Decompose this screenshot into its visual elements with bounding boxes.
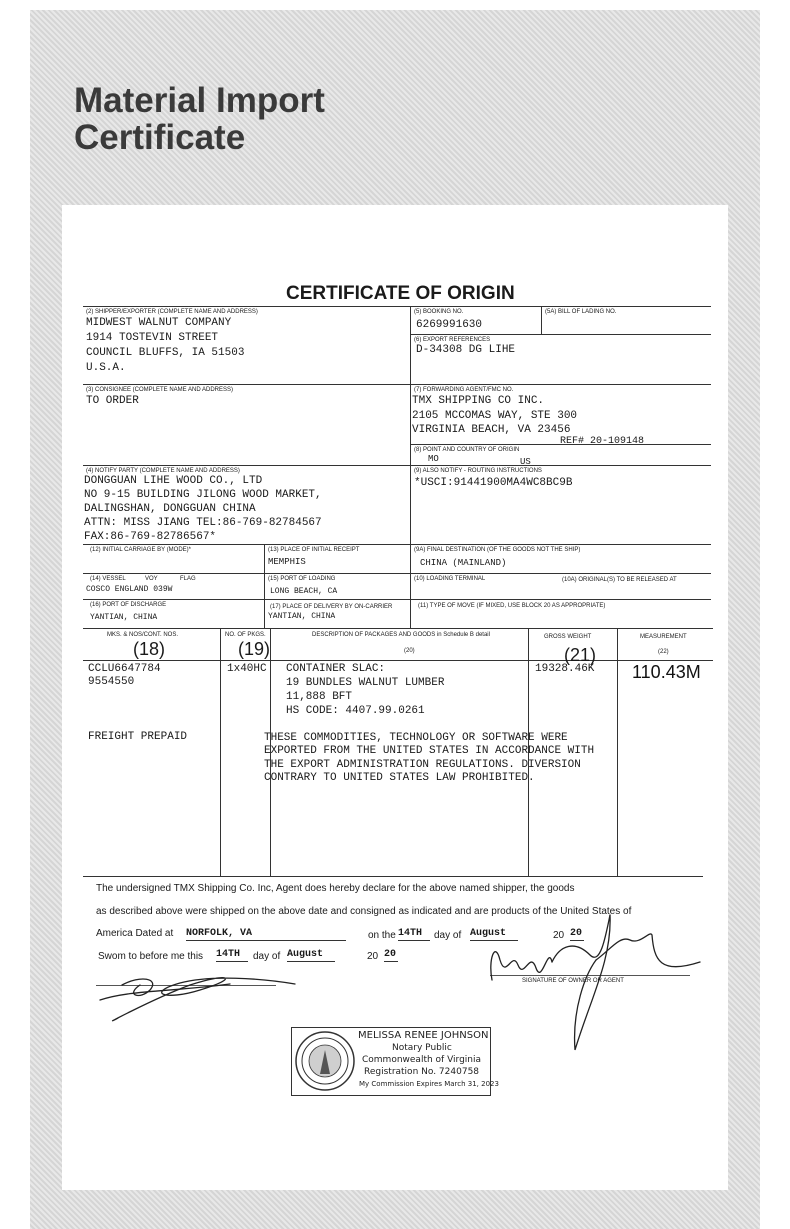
declaration-line-2: as described above were shipped on the above date and consigned as indicated and are products of the United States of	[96, 906, 632, 917]
shipper-line-4: U.S.A.	[86, 362, 126, 374]
measure-header: MEASUREMENT	[640, 634, 687, 640]
year-prefix-1: 20	[553, 930, 565, 941]
desc-line-1: CONTAINER SLAC:	[286, 663, 386, 675]
day-of-label-2: day of	[253, 951, 281, 962]
shipper-line-2: 1914 TOSTEVIN STREET	[86, 332, 219, 344]
notify-line-1: DONGGUAN LIHE WOOD CO., LTD	[84, 475, 263, 487]
clause-line-4: CONTRARY TO UNITED STATES LAW PROHIBITED.	[264, 772, 535, 784]
desc-line-3: 11,888 BFT	[286, 691, 353, 703]
freight-terms: FREIGHT PREPAID	[88, 731, 188, 743]
clause-line-1: THESE COMMODITIES, TECHNOLOGY OR SOFTWARE WERE	[264, 732, 568, 744]
virginia-seal-icon	[294, 1030, 356, 1092]
weight-header: GROSS WEIGHT	[544, 634, 592, 640]
clause-line-3: THE EXPORT ADMINISTRATION REGULATIONS. DIVERSION	[264, 759, 581, 771]
sworn-label: Swom to before me this	[98, 951, 204, 962]
seal-number: 9554550	[88, 676, 135, 688]
shipper-line-3: COUNCIL BLUFFS, IA 51503	[86, 347, 245, 359]
notary-expires: My Commission Expires March 31, 2023	[359, 1080, 499, 1088]
place-receipt-label: (13) PLACE OF INITIAL RECEIPT	[268, 547, 360, 553]
point-origin-label: (8) POINT AND COUNTRY OF ORIGIN	[414, 447, 520, 453]
desc-number: (20)	[404, 648, 415, 654]
declaration-line-1: The undersigned TMX Shipping Co. Inc, Agent does hereby declare for the above named shipper, the goods	[96, 883, 575, 894]
signature-label: SIGNATURE OF OWNER OR AGENT	[522, 978, 624, 984]
initial-carriage-label: (12) INITIAL CARRIAGE BY (MODE)*	[90, 547, 192, 553]
type-move-label: (11) TYPE OF MOVE (IF MIXED, USE BLOCK 20 AS APPROPRIATE)	[418, 603, 606, 609]
package-count: 1x40HC	[227, 663, 267, 675]
booking-label: (5) BOOKING NO.	[414, 309, 464, 315]
year-prefix-2: 20	[367, 951, 379, 962]
forwarding-label: (7) FORWARDING AGENT/FMC NO.	[414, 387, 514, 393]
loading-terminal-label: (10) LOADING TERMINAL	[414, 576, 486, 582]
vessel-voy-label: VOY	[145, 576, 158, 582]
consignee-label: (3) CONSIGNEE (COMPLETE NAME AND ADDRESS)	[86, 387, 234, 393]
port-discharge-label: (16) PORT OF DISCHARGE	[90, 602, 167, 608]
forwarding-line-2: 2105 MCCOMAS WAY, STE 300	[412, 410, 578, 422]
bill-of-lading-label: (5A) BILL OF LADING NO.	[545, 309, 617, 315]
notify-line-5: FAX:86-769-82786567*	[84, 531, 217, 543]
dated-prefix: America Dated at	[96, 928, 174, 939]
measurement-value: 110.43M	[632, 662, 701, 682]
desc-header: DESCRIPTION OF PACKAGES AND GOODS in Schedule B detail	[312, 632, 490, 638]
also-notify-label: (9) ALSO NOTIFY - ROUTING INSTRUCTIONS	[414, 468, 542, 474]
notary-name: MELISSA RENEE JOHNSON	[358, 1030, 489, 1041]
on-the-label: on the	[368, 930, 396, 941]
forwarding-ref: REF# 20-109148	[560, 436, 645, 447]
point-origin-state: MO	[428, 454, 439, 464]
port-loading-label: (15) PORT OF LOADING	[268, 576, 336, 582]
day-of-label-1: day of	[434, 930, 462, 941]
forwarding-line-1: TMX SHIPPING CO INC.	[412, 395, 545, 407]
desc-line-4: HS CODE: 4407.99.0261	[286, 705, 425, 717]
port-loading-value: LONG BEACH, CA	[270, 587, 338, 596]
port-discharge-value: YANTIAN, CHINA	[90, 613, 158, 622]
consignee-value: TO ORDER	[86, 395, 139, 407]
export-refs-value: D-34308 DG LIHE	[416, 344, 516, 356]
final-destination-value: CHINA (MAINLAND)	[420, 558, 507, 568]
year-2: 20	[384, 949, 397, 960]
pkgs-header: NO. OF PKGS.	[225, 632, 266, 638]
originals-label: (10A) ORIGINAL(S) TO BE RELEASED AT	[562, 577, 677, 583]
place-delivery-value: YANTIAN, CHINA	[268, 612, 336, 621]
also-notify-value: *USCI:91441900MA4WC8BC9B	[414, 477, 573, 489]
notify-line-3: DALINGSHAN, DONGGUAN CHINA	[84, 503, 256, 515]
year-1: 20	[570, 928, 583, 939]
notify-label: (4) NOTIFY PARTY (COMPLETE NAME AND ADDRESS)	[86, 468, 240, 474]
pkgs-number: (19)	[238, 639, 271, 659]
dated-place: NORFOLK, VA	[186, 928, 346, 941]
notary-state: Commonwealth of Virginia	[362, 1055, 482, 1065]
page-title-line-2: Certificate	[74, 118, 246, 157]
month-1: August	[470, 928, 518, 941]
shipper-line-1: MIDWEST WALNUT COMPANY	[86, 317, 232, 329]
day-2: 14TH	[216, 949, 248, 962]
clause-line-2: EXPORTED FROM THE UNITED STATES IN ACCORDANCE WITH	[264, 745, 595, 757]
marks-number: (18)	[133, 639, 166, 659]
place-delivery-label: (17) PLACE OF DELIVERY BY ON-CARRIER	[270, 604, 393, 610]
page-title-line-1: Material Import	[74, 81, 325, 120]
document-title: CERTIFICATE OF ORIGIN	[286, 283, 515, 304]
measure-number: (22)	[658, 649, 669, 655]
notify-line-4: ATTN: MISS JIANG TEL:86-769-82784567	[84, 517, 322, 529]
vessel-value: COSCO ENGLAND 039W	[86, 585, 173, 594]
notary-registration: Registration No. 7240758	[364, 1067, 480, 1077]
gross-weight: 19328.46K	[535, 663, 595, 675]
forwarding-line-3: VIRGINIA BEACH, VA 23456	[412, 424, 571, 436]
day-1: 14TH	[398, 928, 430, 941]
marks-header: MKS. & NOS/CONT. NOS.	[107, 632, 179, 638]
notary-title: Notary Public	[392, 1043, 452, 1053]
booking-number: 6269991630	[416, 319, 483, 331]
desc-line-2: 19 BUNDLES WALNUT LUMBER	[286, 677, 445, 689]
month-2: August	[287, 949, 335, 962]
final-destination-label: (9A) FINAL DESTINATION (OF THE GOODS NOT THE SHIP)	[414, 547, 581, 553]
container-number: CCLU6647784	[88, 663, 161, 675]
vessel-flag-label: FLAG	[180, 576, 196, 582]
shipper-label: (2) SHIPPER/EXPORTER (COMPLETE NAME AND ADDRESS)	[86, 309, 258, 315]
point-origin-country: US	[520, 457, 531, 467]
notify-line-2: NO 9-15 BUILDING JILONG WOOD MARKET,	[84, 489, 322, 501]
export-refs-label: (6) EXPORT REFERENCES	[414, 337, 491, 343]
weight-number: (21)	[564, 645, 597, 665]
place-receipt-value: MEMPHIS	[268, 557, 306, 567]
vessel-label: (14) VESSEL	[90, 576, 126, 582]
